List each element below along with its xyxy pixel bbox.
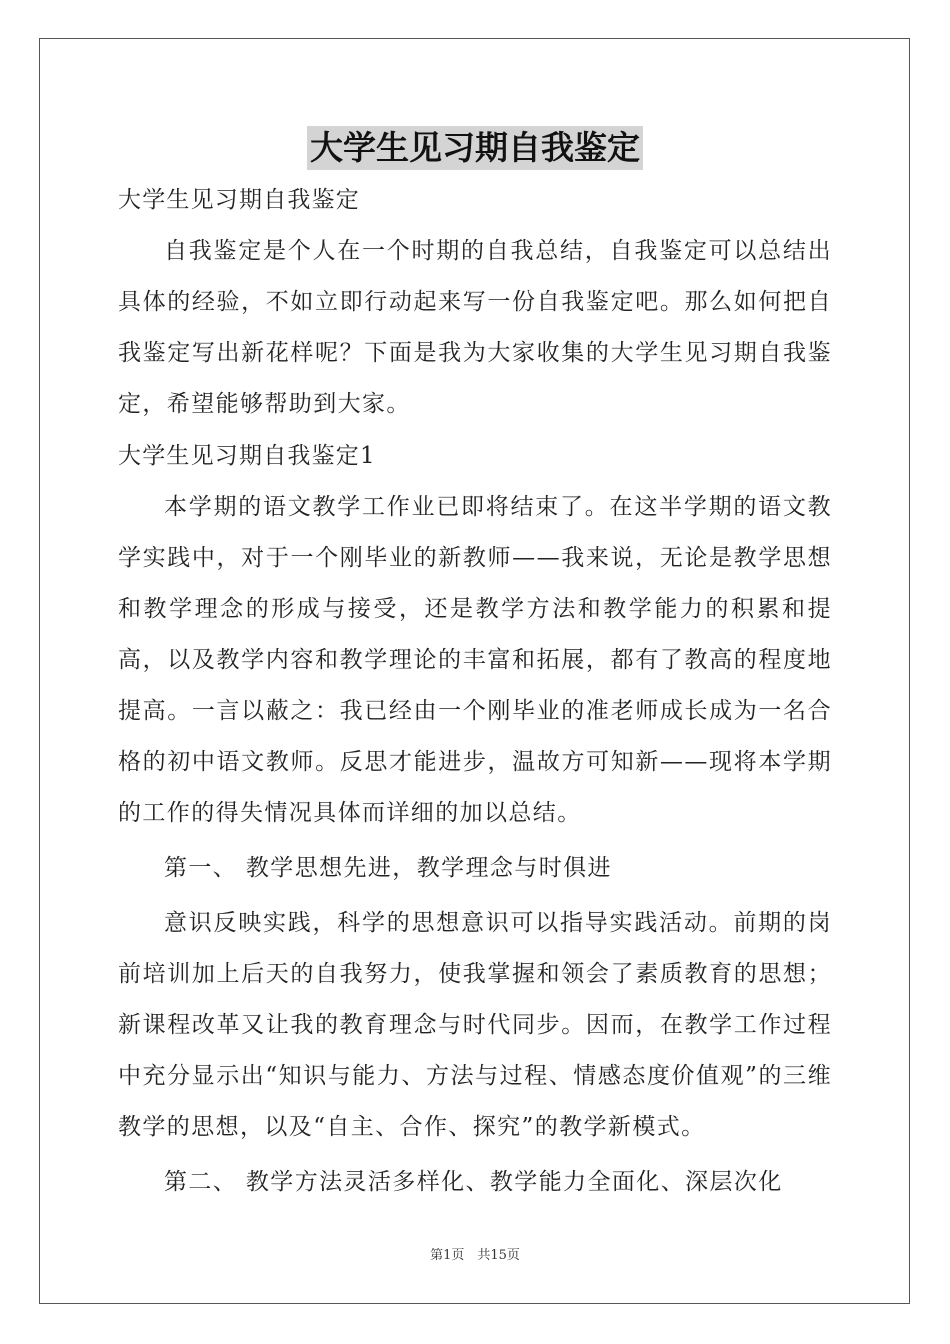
document-title: 大学生见习期自我鉴定 [307,126,643,170]
document-subtitle: 大学生见习期自我鉴定 [118,187,360,213]
intro-paragraph: 自我鉴定是个人在一个时期的自我总结，自我鉴定可以总结出具体的经验，不如立即行动起来写一份自我鉴定吧。那么如何把自我鉴定写出新花样呢？下面是我为大家收集的大学生见习期自我鉴定，希望能够帮助到大家。 [118,238,832,417]
document-body [118,178,832,1208]
title-container [0,126,950,170]
body-paragraph-2: 意识反映实践，科学的思想意识可以指导实践活动。前期的岗前培训加上后天的自我努力，使我掌握和领会了素质教育的思想；新课程改革又让我的教育理念与时代同步。因而，在教学工作过程中充分显示出“知识与能力、方法与过程、情感态度价值观”的三维教学的思想，以及“自主、合作、探究”的教学新模式。 [118,910,832,1140]
section-heading-1: 第一、 教学思想先进，教学理念与时俱进 [164,855,612,881]
section-title: 大学生见习期自我鉴定1 [118,443,376,469]
body-paragraph-1: 本学期的语文教学工作业已即将结束了。在这半学期的语文教学实践中，对于一个刚毕业的新教师——我来说，无论是教学思想和教学理念的形成与接受，还是教学方法和教学能力的积累和提高，以及教学内容和教学理论的丰富和拓展，都有了教高的程度地提高。一言以蔽之：我已经由一个刚毕业的准老师成长成为一名合格的初中语文教师。反思才能进步，温故方可知新——现将本学期的工作的得失情况具体而详细的加以总结。 [118,494,832,826]
section-heading-2: 第二、 教学方法灵活多样化、教学能力全面化、深层次化 [164,1169,783,1195]
page-footer: 第1页 共15页 [430,1248,520,1263]
